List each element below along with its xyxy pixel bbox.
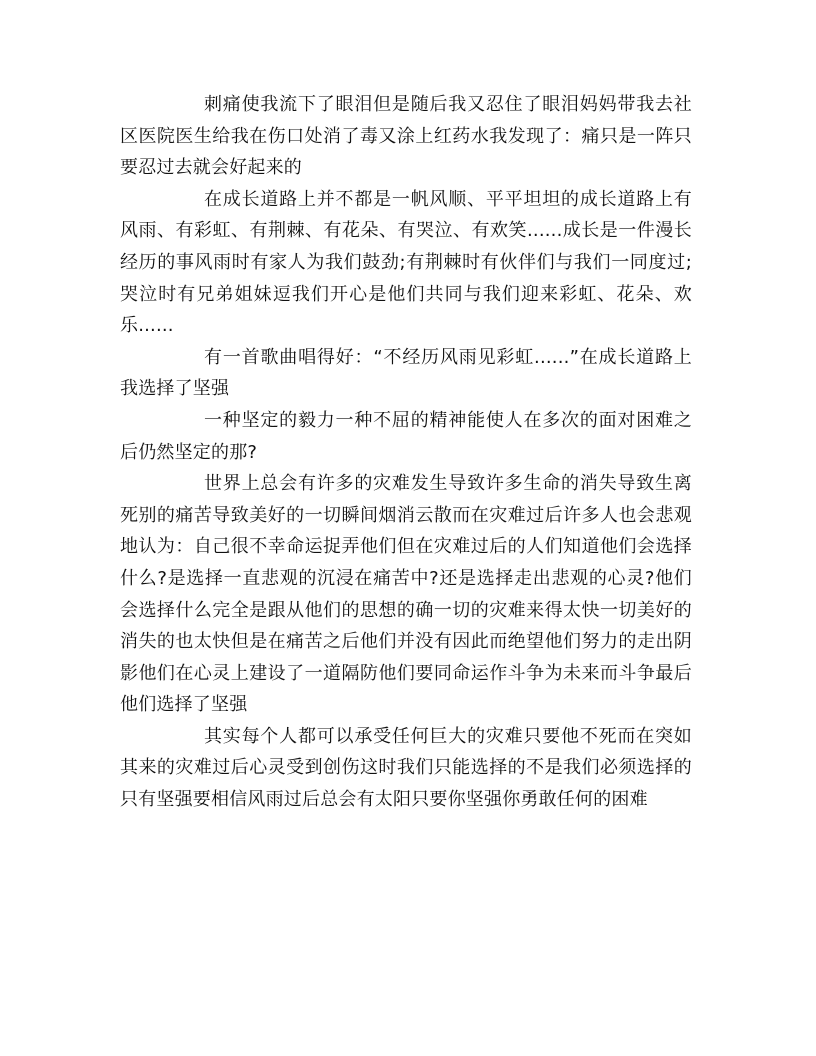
paragraph-6: 其实每个人都可以承受任何巨大的灾难只要他不死而在突如其来的灾难过后心灵受到创伤这时我们只能选择的不是我们必须选择的只有坚强要相信风雨过后总会有太阳只要你坚强你勇敢任何的困难 [120,725,692,811]
paragraph-4: 一种坚定的毅力一种不屈的精神能使人在多次的面对困难之后仍然坚定的那? [120,409,692,463]
document-body [120,89,692,816]
paragraph-2: 在成长道路上并不都是一帆风顺、平平坦坦的成长道路上有风雨、有彩虹、有荆棘、有花朵、有哭泣、有欢笑......成长是一件漫长经历的事风雨时有家人为我们鼓劲;有荆棘时有伙伴们与我们一同度过;哭泣时有兄弟姐妹逗我们开心是他们共同与我们迎来彩虹、花朵、欢乐...... [120,188,692,337]
paragraph-1: 刺痛使我流下了眼泪但是随后我又忍住了眼泪妈妈带我去社区医院医生给我在伤口处消了毒又涂上红药水我发现了：痛只是一阵只要忍过去就会好起来的 [120,94,692,179]
paragraph-5: 世界上总会有许多的灾难发生导致许多生命的消失导致生离死别的痛苦导致美好的一切瞬间烟消云散而在灾难过后许多人也会悲观地认为：自己很不幸命运捉弄他们但在灾难过后的人们知道他们会选择什么?是选择一直悲观的沉浸在痛苦中?还是选择走出悲观的心灵?他们会选择什么完全是跟从他们的思想的确一切的灾难来得太快一切美好的消失的也太快但是在痛苦之后他们并没有因此而绝望他们努力的走出阴影他们在心灵上建设了一道隔防他们要同命运作斗争为未来而斗争最后他们选择了坚强 [120,473,692,716]
paragraph-3: 有一首歌曲唱得好：“不经历风雨见彩虹......”在成长道路上我选择了坚强 [120,346,692,400]
